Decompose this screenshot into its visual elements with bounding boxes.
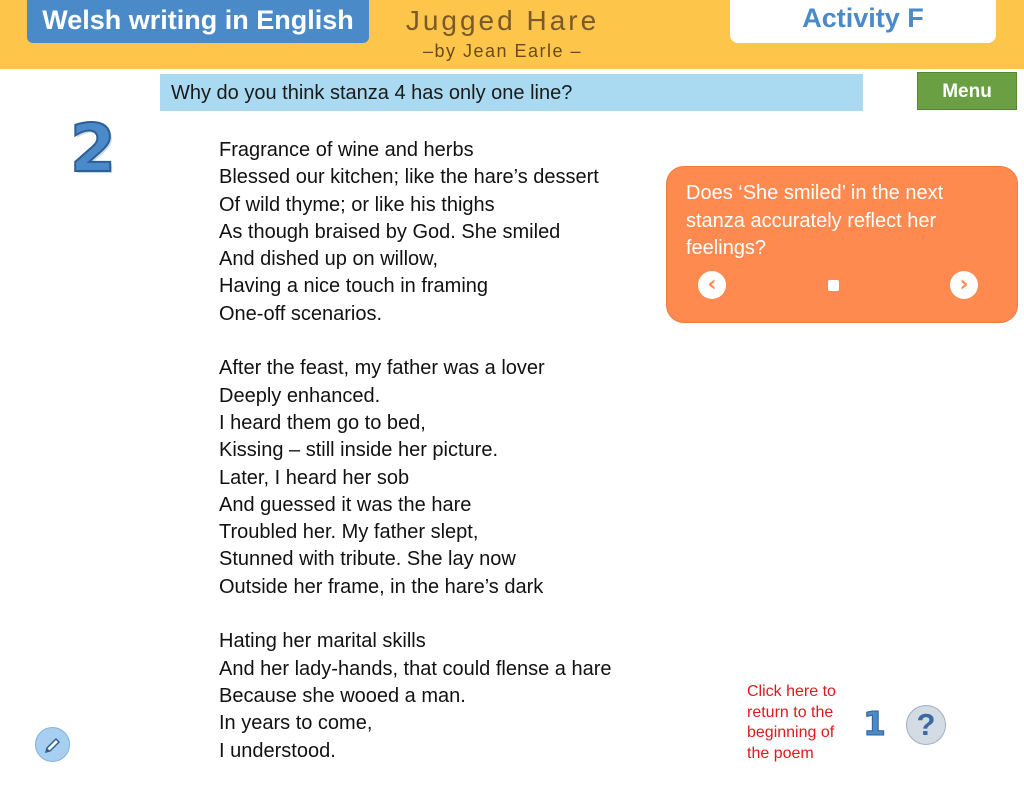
- poem-line: Troubled her. My father slept,: [219, 521, 479, 544]
- poem-text: [219, 137, 649, 792]
- poem-line: I understood.: [219, 739, 336, 762]
- poem-line: Deeply enhanced.: [219, 384, 381, 407]
- poem-line: Outside her frame, in the hare’s dark: [219, 575, 544, 598]
- poem-line: And guessed it was the hare: [219, 493, 472, 516]
- poem-line: Hating her marital skills: [219, 630, 426, 653]
- chevron-left-icon[interactable]: ‹: [698, 271, 726, 299]
- poem-author: –by Jean Earle –: [422, 41, 583, 61]
- callout-question: Does ‘She smiled’ in the next stanza accurately reflect her feelings?: [686, 182, 944, 259]
- stanza: [219, 355, 649, 601]
- stanza-number: 2: [70, 110, 116, 187]
- question-callout: [666, 166, 1018, 323]
- pencil-glyph: [43, 735, 63, 755]
- question-bar: Why do you think stanza 4 has only one line?: [160, 74, 863, 111]
- poem-line: After the feast, my father was a lover: [219, 357, 545, 380]
- poem-line: Stunned with tribute. She lay now: [219, 548, 516, 571]
- poem-line: Of wild thyme; or like his thighs: [219, 193, 495, 216]
- stop-icon[interactable]: [828, 280, 839, 291]
- series-title-tab: Welsh writing in English: [27, 0, 369, 43]
- menu-button[interactable]: Menu: [917, 72, 1017, 110]
- poem-line: Fragrance of wine and herbs: [219, 139, 474, 161]
- poem-line: I heard them go to bed,: [219, 411, 426, 434]
- poem-line: And her lady-hands, that could flense a hare: [219, 657, 612, 680]
- poem-line: Later, I heard her sob: [219, 466, 410, 489]
- poem-line: One-off scenarios.: [219, 302, 383, 325]
- poem-line: And dished up on willow,: [219, 248, 439, 271]
- poem-line: In years to come,: [219, 712, 373, 735]
- stanza: [219, 628, 649, 764]
- header-banner: [0, 0, 1024, 69]
- return-to-beginning-link[interactable]: Click here to return to the beginning of the poem: [747, 683, 836, 763]
- poem-line: Having a nice touch in framing: [219, 275, 489, 298]
- activity-label: Activity F: [730, 0, 996, 43]
- stanza-1-button[interactable]: 1: [863, 704, 886, 743]
- help-button[interactable]: ?: [906, 705, 946, 745]
- poem-line: Kissing – still inside her picture.: [219, 439, 499, 462]
- poem-title: Jugged Hare: [405, 5, 600, 36]
- poem-line: Blessed our kitchen; like the hare’s dessert: [219, 166, 599, 189]
- chevron-right-icon[interactable]: ›: [950, 271, 978, 299]
- poem-line: Because she wooed a man.: [219, 684, 466, 707]
- stanza: [219, 137, 649, 328]
- pencil-icon[interactable]: [35, 727, 70, 762]
- poem-line: As though braised by God. She smiled: [219, 220, 561, 243]
